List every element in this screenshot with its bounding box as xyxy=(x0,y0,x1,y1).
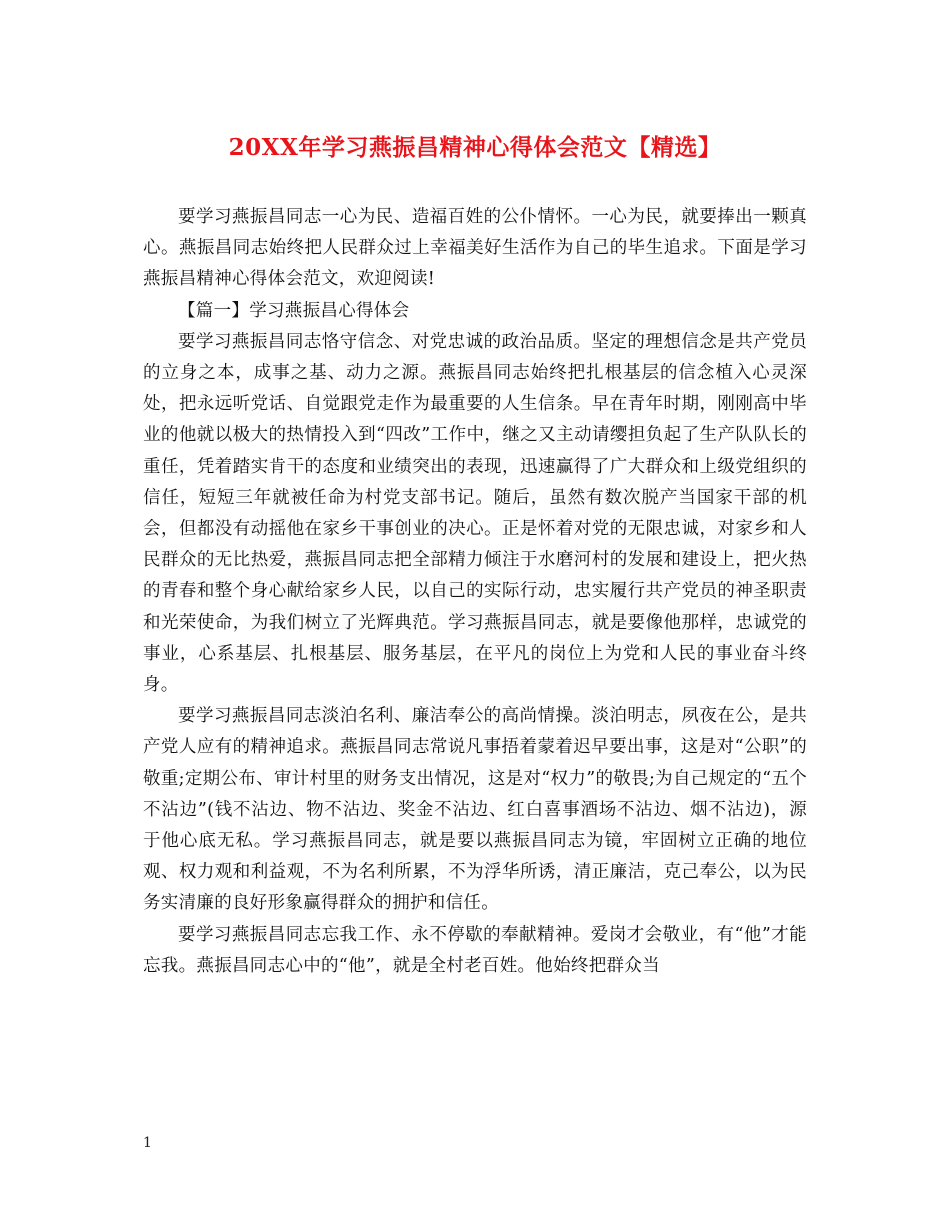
section-heading: 【篇一】学习燕振昌心得体会 xyxy=(178,300,410,321)
page-number: 1 xyxy=(143,1135,152,1151)
body-paragraph: 要学习燕振昌同志恪守信念、对党忠诚的政治品质。坚定的理想信念是共产党员的立身之本，成事之基、动力之源。燕振昌同志始终把扎根基层的信念植入心灵深处，把永远听党话、自觉跟党走作为最重要的人生信条。早在青年时期，刚刚高中毕业的他就以极大的热情投入到“四改”工作中，继之又主动请缨担负起了生产队队长的重任，凭着踏实肯干的态度和业绩突出的表现，迅速赢得了广大群众和上级党组织的信任，短短三年就被任命为村党支部书记。随后，虽然有数次脱产当国家干部的机会，但都没有动摇他在家乡干事创业的决心。正是怀着对党的无限忠诚，对家乡和人民群众的无比热爱，燕振昌同志把全部精力倾注于水磨河村的发展和建设上，把火热的青春和整个身心献给家乡人民，以自己的实际行动，忠实履行共产党员的神圣职责和光荣使命，为我们树立了光辉典范。学习燕振昌同志，就是要像他那样，忠诚党的事业，心系基层、扎根基层、服务基层，在平凡的岗位上为党和人民的事业奋斗终身。 xyxy=(143,331,807,696)
document-title: 20XX年学习燕振昌精神心得体会范文【精选】 xyxy=(228,134,722,161)
intro-paragraph: 要学习燕振昌同志一心为民、造福百姓的公仆情怀。一心为民，就要捧出一颗真心。燕振昌同志始终把人民群众过上幸福美好生活作为自己的毕生追求。下面是学习燕振昌精神心得体会范文，欢迎阅读! xyxy=(143,207,807,290)
body-paragraph: 要学习燕振昌同志淡泊名利、廉洁奉公的高尚情操。淡泊明志，夙夜在公，是共产党人应有的精神追求。燕振昌同志常说凡事捂着蒙着迟早要出事，这是对“公职”的敬重;定期公布、审计村里的财务支出情况，这是对“权力”的敬畏;为自己规定的“五个不沾边”(钱不沾边、物不沾边、奖金不沾边、红白喜事酒场不沾边、烟不沾边)，源于他心底无私。学习燕振昌同志，就是要以燕振昌同志为镜，牢固树立正确的地位观、权力观和利益观，不为名利所累，不为浮华所诱，清正廉洁，克己奉公，以为民务实清廉的良好形象赢得群众的拥护和信任。 xyxy=(143,706,807,914)
document-body xyxy=(143,202,807,982)
body-paragraph: 要学习燕振昌同志忘我工作、永不停歇的奉献精神。爱岗才会敬业，有“他”才能忘我。燕振昌同志心中的“他”，就是全村老百姓。他始终把群众当 xyxy=(143,924,807,976)
